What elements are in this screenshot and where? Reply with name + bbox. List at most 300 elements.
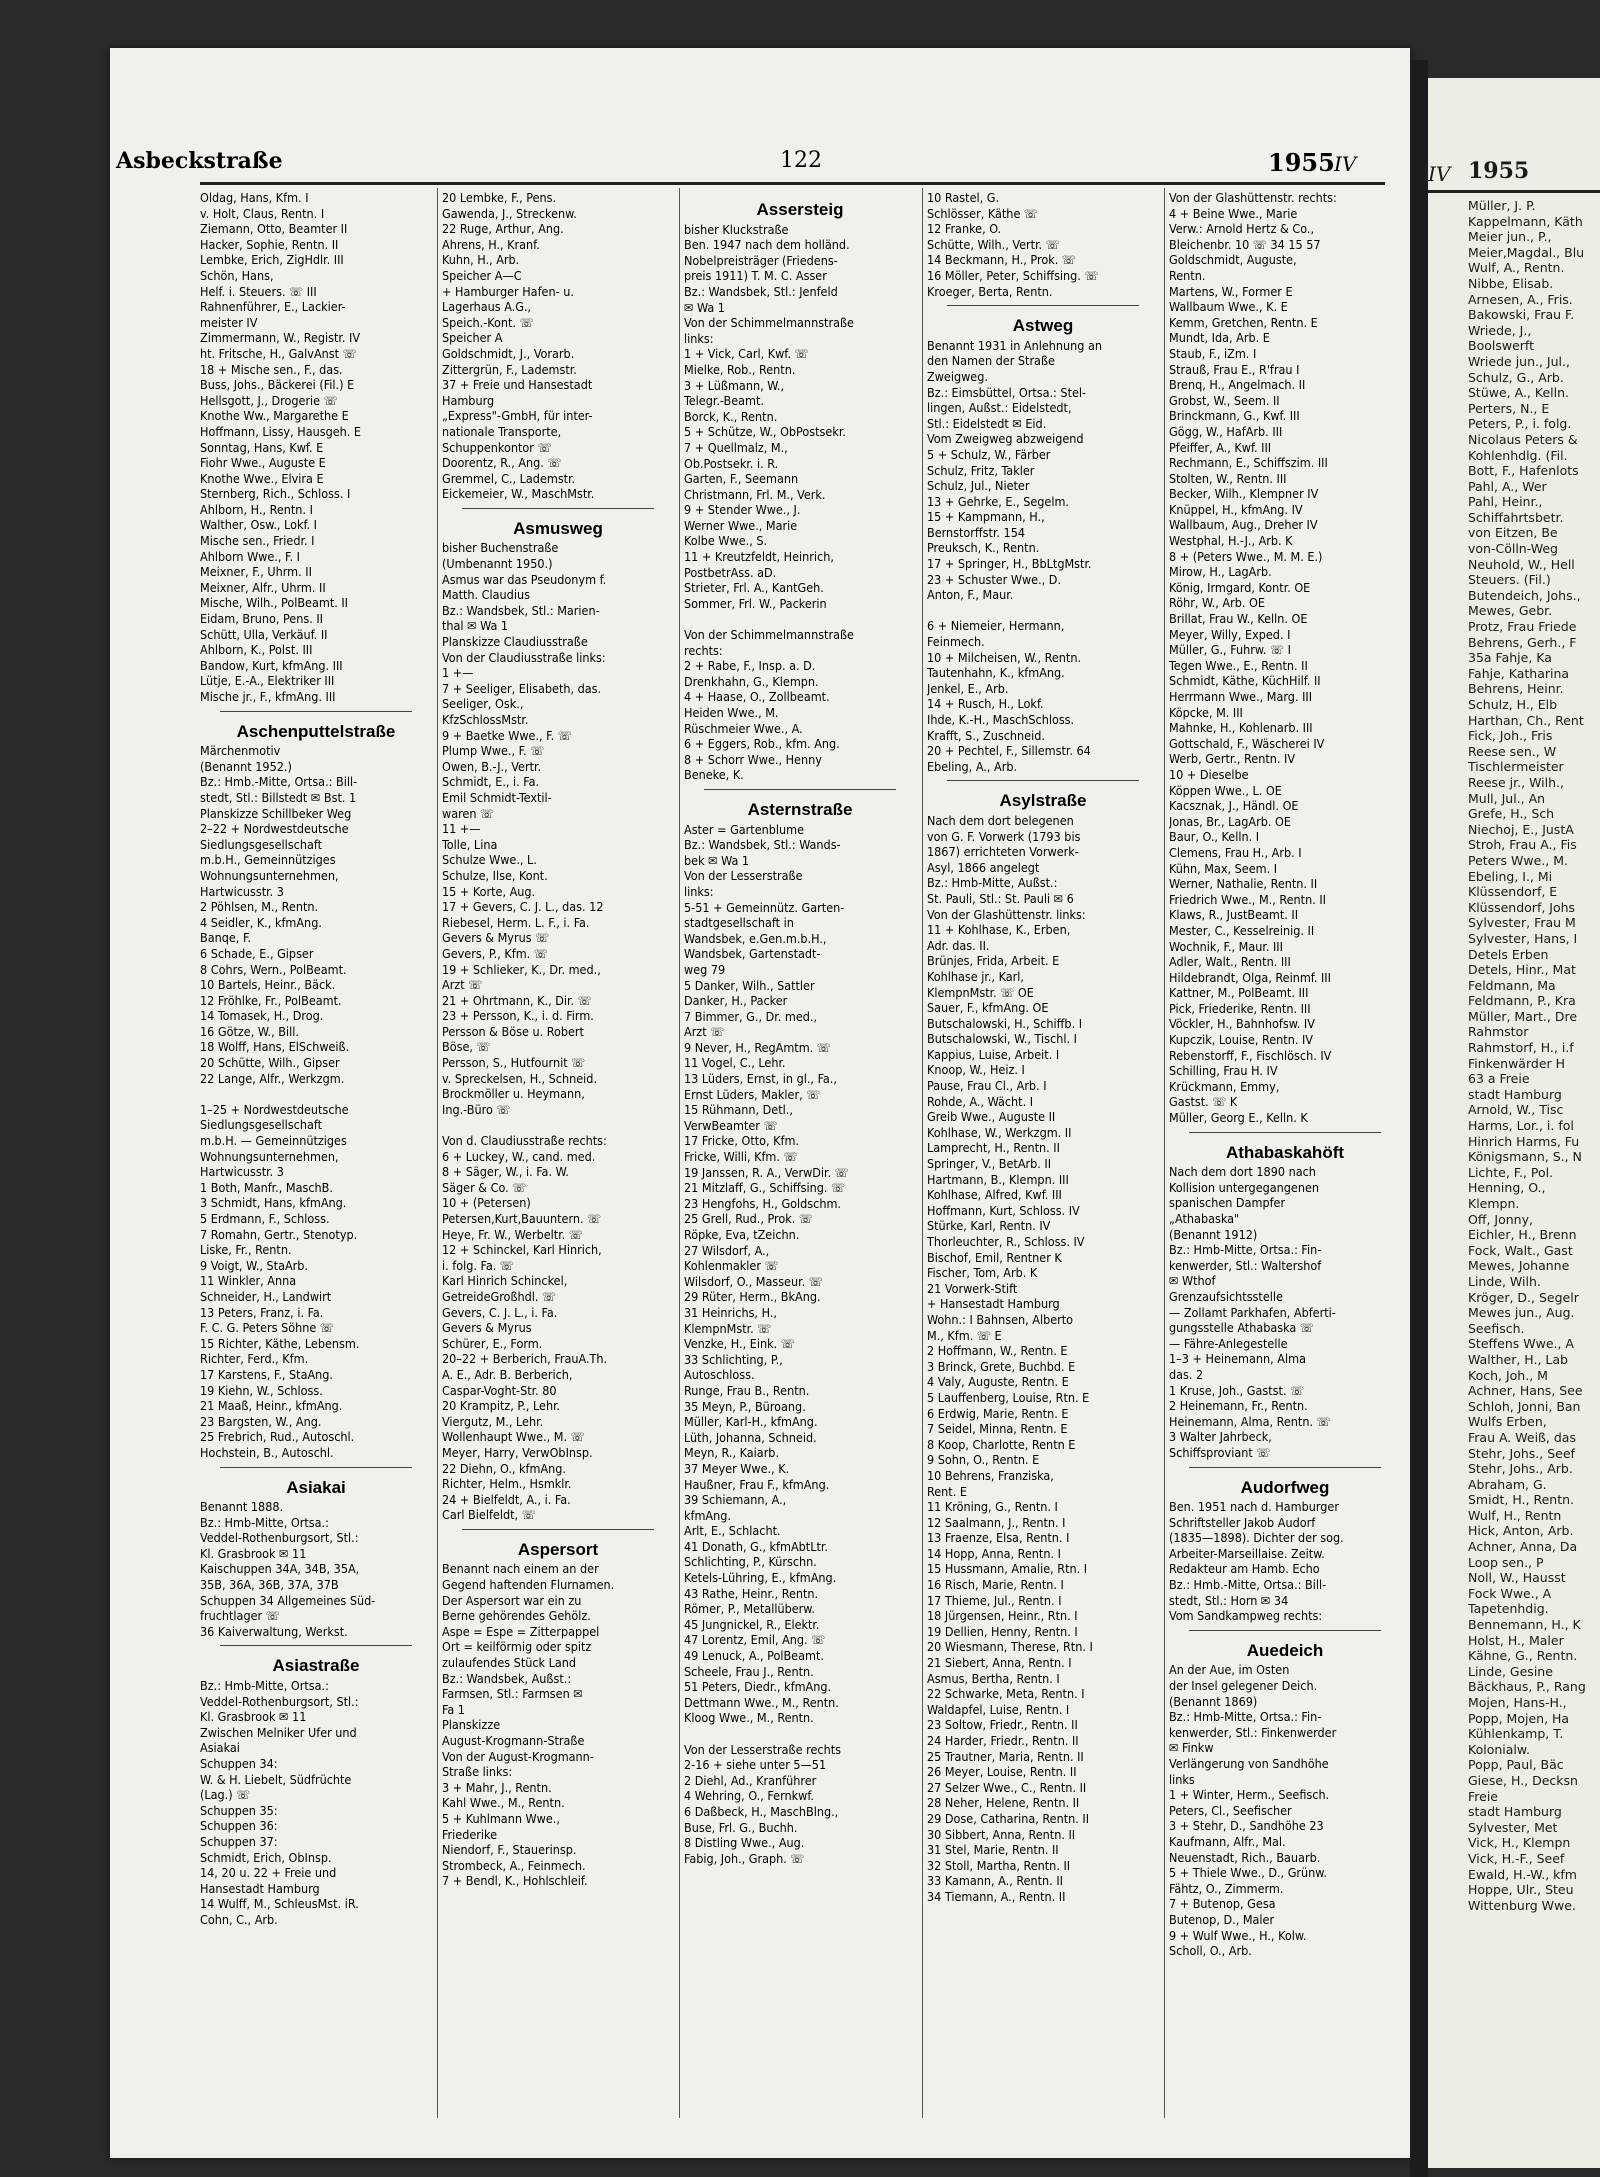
entry-line: Mewes jun., Aug. bbox=[1468, 1305, 1575, 1321]
section-separator bbox=[220, 1467, 412, 1468]
entry-line: Peters Wwe., M. bbox=[1468, 852, 1568, 868]
entry-line: Baur, O., Kelln. I bbox=[1169, 829, 1260, 845]
entry-line: Walther, H., Lab bbox=[1468, 1351, 1568, 1367]
entry-line: 8 Distling Wwe., Aug. bbox=[684, 1835, 805, 1851]
entry-line: Ing.-Büro ☏ bbox=[442, 1101, 511, 1117]
entry-line: Bott, F., Hafenlots bbox=[1468, 463, 1579, 479]
entry-line: Asiakai bbox=[200, 1740, 240, 1756]
entry-line: Von d. Claudiusstraße rechts: bbox=[442, 1133, 607, 1149]
column-2 bbox=[442, 190, 674, 2130]
entry-line: 12 + Schinckel, Karl Hinrich, bbox=[442, 1242, 602, 1258]
entry-line: Runge, Frau B., Rentn. bbox=[684, 1382, 810, 1398]
entry-line: 36 Kaiverwaltung, Werkst. bbox=[200, 1623, 348, 1639]
entry-line: 4 + Beine Wwe., Marie bbox=[1169, 205, 1298, 221]
entry-line: 10 Rastel, G. bbox=[927, 190, 1000, 205]
entry-line: Grenzaufsichtsstelle bbox=[1169, 1288, 1283, 1304]
entry-line: Sonntag, Hans, Kwf. E bbox=[200, 439, 324, 455]
column-5 bbox=[1169, 190, 1401, 2130]
entry-line: bisher Buchenstraße bbox=[442, 540, 559, 556]
strip-rule bbox=[1428, 190, 1600, 193]
entry-line: von Eitzen, Be bbox=[1468, 525, 1558, 541]
entry-line: — Fähre-Anlegestelle bbox=[1169, 1335, 1288, 1351]
entry-line: 43 Rathe, Heinr., Rentn. bbox=[684, 1585, 819, 1601]
entry-line: Fahje, Katharina bbox=[1468, 665, 1570, 681]
entry-line: Neuhold, W., Hell bbox=[1468, 556, 1575, 572]
entry-line: Von der Lesserstraße bbox=[684, 868, 803, 884]
entry-line: Ben. 1947 nach dem holländ. bbox=[684, 237, 850, 253]
entry-line: Frau A. Weiß, das bbox=[1468, 1429, 1576, 1445]
entry-line: 10 + Milcheisen, W., Rentn. bbox=[927, 649, 1082, 665]
entry-line: Märchenmotiv bbox=[200, 743, 281, 759]
entry-line: bisher Kluckstraße bbox=[684, 221, 789, 237]
entry-line: Knothe Ww., Margarethe E bbox=[200, 408, 349, 424]
entry-line: kfmAng. bbox=[684, 1507, 731, 1523]
entry-line: 4 Seidler, K., kfmAng. bbox=[200, 914, 322, 930]
entry-line: Friederike bbox=[442, 1826, 498, 1842]
entry-line: Kohlhase, W., Werkzgm. II bbox=[927, 1124, 1072, 1140]
entry-line: 9 Voigt, W., StaArb. bbox=[200, 1257, 308, 1273]
entry-line: 1 + Winter, Herm., Seefisch. bbox=[1169, 1787, 1330, 1803]
entry-line: Krafft, S., Zuschneid. bbox=[927, 727, 1045, 743]
entry-line: Müller, J. P. bbox=[1468, 198, 1536, 213]
entry-line: Matth. Claudius bbox=[442, 587, 530, 603]
entry-line: Ziemann, Otto, Beamter II bbox=[200, 221, 348, 237]
entry-line: 23 Hengfohs, H., Goldschm. bbox=[684, 1195, 842, 1211]
entry-line: Bz.: Wandsbek, Stl.: Jenfeld bbox=[684, 283, 838, 299]
entry-line: 6 Schade, E., Gipser bbox=[200, 945, 314, 961]
entry-line: 15 + Korte, Aug. bbox=[442, 883, 536, 899]
entry-line: 4 Wehring, O., Fernkwf. bbox=[684, 1788, 814, 1804]
entry-line: Niechoj, E., JustA bbox=[1468, 821, 1574, 837]
entry-line: stadtgesellschaft in bbox=[684, 915, 794, 931]
entry-line: Schuppen 34: bbox=[200, 1756, 278, 1771]
entry-line: Gastst. ☏ K bbox=[1169, 1094, 1238, 1110]
entry-line: Detels Erben bbox=[1468, 946, 1549, 962]
entry-line: Mische sen., Friedr. I bbox=[200, 533, 315, 549]
entry-line: 6 + Eggers, Rob., kfm. Ang. bbox=[684, 736, 840, 752]
entry-line: Butendeich, Johs., bbox=[1468, 587, 1581, 603]
entry-line: Meyer, Willy, Exped. I bbox=[1169, 626, 1291, 642]
entry-line: Stl.: Eidelstedt ✉ Eid. bbox=[927, 415, 1047, 431]
entry-line: Rahmstorf, H., i.f bbox=[1468, 1040, 1574, 1056]
entry-line: Wittenburg Wwe. bbox=[1468, 1897, 1576, 1913]
entry-line: Fiohr Wwe., Auguste E bbox=[200, 455, 326, 471]
entry-line: Hamburg bbox=[442, 392, 495, 408]
entry-line: 35B, 36A, 36B, 37A, 37B bbox=[200, 1577, 339, 1593]
entry-line: Schütte, Wilh., Vertr. ☏ bbox=[927, 236, 1060, 252]
entry-line: Kühn, Max, Seem. I bbox=[1169, 860, 1278, 876]
entry-line: Peters, Cl., Seefischer bbox=[1169, 1802, 1292, 1818]
entry-line: 13 Lüders, Ernst, in gl., Fa., bbox=[684, 1071, 837, 1087]
entry-line: 2 + Rabe, F., Insp. a. D. bbox=[684, 658, 816, 674]
column-divider bbox=[922, 188, 923, 2118]
entry-line: 35 Meyn, P., Büroang. bbox=[684, 1398, 806, 1414]
entry-line: 19 Kiehn, W., Schloss. bbox=[200, 1382, 323, 1398]
entry-line: Müller, G., Fuhrw. ☏ I bbox=[1169, 642, 1291, 658]
entry-line: 7 Romahn, Gertr., Stenotyp. bbox=[200, 1226, 358, 1242]
entry-line: 8 + (Peters Wwe., M. M. E.) bbox=[1169, 548, 1323, 564]
entry-line: 32 Stoll, Martha, Rentn. II bbox=[927, 1857, 1071, 1873]
entry-line: Rent. E bbox=[927, 1483, 967, 1499]
entry-line: links: bbox=[684, 330, 714, 346]
entry-line: Goldschmidt, J., Vorarb. bbox=[442, 345, 575, 361]
entry-line: Kappelmann, Käth bbox=[1468, 213, 1583, 229]
entry-line: Köppen Wwe., L. OE bbox=[1169, 782, 1282, 798]
entry-line: 21 Mitzlaff, G., Schiffsing. ☏ bbox=[684, 1180, 846, 1196]
entry-line: v. Spreckelsen, H., Schneid. bbox=[442, 1070, 598, 1086]
entry-line: Vom Sandkampweg rechts: bbox=[1169, 1608, 1323, 1624]
entry-line: Gevers & Myrus bbox=[442, 1320, 532, 1336]
entry-line: Schmidt, Käthe, KüchHilf. II bbox=[1169, 673, 1321, 689]
entry-line: Bz.: Hmb-Mitte, Ortsa.: Fin- bbox=[1169, 1709, 1322, 1725]
entry-line: zulaufendes Stück Land bbox=[442, 1655, 577, 1671]
entry-line: (Umbenannt 1950.) bbox=[442, 556, 553, 572]
entry-line: Owen, B.-J., Vertr. bbox=[442, 758, 542, 774]
entry-line: ✉ Wa 1 bbox=[684, 299, 725, 315]
entry-line: (Lag.) ☏ bbox=[200, 1787, 251, 1803]
strip-volume: IV bbox=[1428, 162, 1451, 186]
entry-line: 27 Selzer Wwe., C., Rentn. II bbox=[927, 1779, 1087, 1795]
entry-line: 7 Bimmer, G., Dr. med., bbox=[684, 1008, 818, 1024]
entry-line: Oldag, Hans, Kfm. I bbox=[200, 190, 309, 205]
entry-line: Wandsbek, e.Gen.m.b.H., bbox=[684, 930, 827, 946]
entry-line: Bz.: Hmb-Mitte, Ortsa.: bbox=[200, 1514, 329, 1530]
entry-line: 8 Koop, Charlotte, Rentn E bbox=[927, 1436, 1076, 1452]
entry-line: 49 Lenuck, A., PolBeamt. bbox=[684, 1648, 824, 1664]
entry-line: Kahl Wwe., M., Rentn. bbox=[442, 1795, 565, 1811]
entry-line: Von der Claudiusstraße links: bbox=[442, 649, 606, 665]
entry-line: Vick, H., Klempn bbox=[1468, 1835, 1571, 1851]
entry-line: Meixner, Alfr., Uhrm. II bbox=[200, 579, 326, 595]
entry-line: 1 + Vick, Carl, Kwf. ☏ bbox=[684, 346, 809, 362]
section-separator bbox=[220, 711, 412, 712]
entry-line: Gevers, C. J. L., i. Fa. bbox=[442, 1304, 558, 1320]
entry-line: Von der Lesserstraße rechts bbox=[684, 1741, 841, 1757]
entry-line: Zimmermann, W., Registr. IV bbox=[200, 330, 361, 346]
entry-line: Liske, Fr., Rentn. bbox=[200, 1242, 292, 1258]
entry-line: 2-16 + siehe unter 5—51 bbox=[684, 1757, 827, 1773]
entry-line: Ahlborn, H., Rentn. I bbox=[200, 501, 313, 517]
entry-line: Sauer, F., kfmAng. OE bbox=[927, 1000, 1049, 1016]
entry-line: 20–22 + Berberich, FrauA.Th. bbox=[442, 1351, 608, 1367]
entry-line bbox=[927, 603, 1159, 619]
entry-line: Gremmel, C., Lademstr. bbox=[442, 470, 576, 486]
entry-line: Wohnungsunternehmen, bbox=[200, 1148, 339, 1164]
entry-line: Redakteur am Hamb. Echo bbox=[1169, 1561, 1320, 1577]
entry-line: 6 + Niemeier, Hermann, bbox=[927, 618, 1065, 634]
entry-line: fruchtlager ☏ bbox=[200, 1608, 280, 1624]
entry-line: 9 + Stender Wwe., J. bbox=[684, 502, 801, 518]
entry-line: links: bbox=[684, 883, 714, 899]
entry-line: Eickemeier, W., MaschMstr. bbox=[442, 486, 595, 502]
section-separator bbox=[1189, 1467, 1381, 1468]
entry-line: 13 Peters, Franz, i. Fa. bbox=[200, 1304, 324, 1320]
entry-line: 20 Schütte, Wilh., Gipser bbox=[200, 1055, 340, 1071]
entry-line: Rahnenführer, E., Lackier- bbox=[200, 299, 346, 315]
entry-line: Von der Schimmelmannstraße bbox=[684, 315, 854, 331]
entry-line: Hansestadt Hamburg bbox=[200, 1880, 320, 1896]
column-divider bbox=[437, 188, 438, 2118]
entry-line: Lamprecht, H., Rentn. II bbox=[927, 1140, 1060, 1156]
entry-line: Bz.: Eimsbüttel, Ortsa.: Stel- bbox=[927, 384, 1087, 400]
entry-line: kenwerder, Stl.: Waltershof bbox=[1169, 1257, 1322, 1273]
entry-line: Wriede, J., bbox=[1468, 322, 1532, 338]
entry-line: Reese sen., W bbox=[1468, 743, 1557, 759]
entry-line: Rahmstor bbox=[1468, 1024, 1529, 1040]
entry-line: Nach dem dort belegenen bbox=[927, 812, 1074, 828]
entry-line: Hartwicusstr. 3 bbox=[200, 883, 284, 899]
entry-line: Butschalowski, W., Tischl. I bbox=[927, 1031, 1077, 1047]
entry-line: Tolle, Lina bbox=[442, 836, 498, 852]
entry-line: Arzt ☏ bbox=[442, 977, 483, 993]
entry-line: 41 Donath, G., kfmAbtLtr. bbox=[684, 1538, 828, 1554]
entry-line: Lichte, F., Pol. bbox=[1468, 1164, 1554, 1180]
entry-line: Ahlborn Wwe., F. I bbox=[200, 548, 300, 564]
entry-line: Kloog Wwe., M., Rentn. bbox=[684, 1710, 814, 1726]
entry-line: Wallbaum Wwe., K. E bbox=[1169, 299, 1288, 315]
entry-line: Giese, H., Decksn bbox=[1468, 1772, 1578, 1788]
entry-line: Ernst Lüders, Makler, ☏ bbox=[684, 1086, 821, 1102]
entry-line: Grobst, W., Seem. II bbox=[1169, 392, 1280, 408]
entry-line: Bz.: Hmb-Mitte, Ortsa.: bbox=[200, 1678, 329, 1694]
entry-line: Schulze, Ilse, Kont. bbox=[442, 867, 548, 883]
entry-line: Kohlenhdlg. (Fil. bbox=[1468, 447, 1568, 463]
entry-line: Arbeiter-Marseillaise. Zeitw. bbox=[1169, 1545, 1325, 1561]
entry-line: Siedlungsgesellschaft bbox=[200, 836, 323, 852]
entry-line: Strombeck, A., Feinmech. bbox=[442, 1857, 586, 1873]
header-rule bbox=[200, 182, 1385, 185]
entry-line: Westphal, H.-J., Arb. K bbox=[1169, 533, 1293, 549]
entry-line: 16 Götze, W., Bill. bbox=[200, 1023, 299, 1039]
entry-line: Loop sen., P bbox=[1468, 1554, 1544, 1570]
entry-line: Heinemann, Alma, Rentn. ☏ bbox=[1169, 1413, 1331, 1429]
entry-line: Bernstorffstr. 154 bbox=[927, 524, 1026, 540]
entry-line: Holst, H., Maler bbox=[1468, 1632, 1564, 1648]
entry-line: Berne gehörendes Gehölz. bbox=[442, 1608, 591, 1624]
entry-line: Nach dem dort 1890 nach bbox=[1169, 1164, 1316, 1180]
entry-line: Rebenstorff, F., Fischlösch. IV bbox=[1169, 1047, 1332, 1063]
entry-line: Mirow, H., LagArb. bbox=[1169, 564, 1272, 580]
entry-line: 8 + Schorr Wwe., Henny bbox=[684, 751, 822, 767]
entry-line: Ebeling, I., Mi bbox=[1468, 868, 1553, 884]
entry-line: Herrmann Wwe., Marg. III bbox=[1169, 689, 1313, 704]
entry-line: Smidt, H., Rentn. bbox=[1468, 1492, 1574, 1508]
entry-line: m.b.H., Gemeinnütziges bbox=[200, 852, 336, 868]
entry-line: 20 Wiesmann, Therese, Rtn. I bbox=[927, 1639, 1093, 1655]
entry-line: Finkenwärder H bbox=[1468, 1055, 1566, 1071]
entry-line: König, Irmgard, Kontr. OE bbox=[1169, 579, 1311, 595]
entry-line: Rentn. bbox=[1169, 267, 1206, 283]
entry-line: 1 Kruse, Joh., Gastst. ☏ bbox=[1169, 1382, 1305, 1398]
entry-line: Bz.: Hmb.-Mitte, Ortsa.: Bill- bbox=[1169, 1577, 1327, 1593]
strip-column bbox=[1468, 198, 1600, 1913]
entry-line: Mojen, Hans-H., bbox=[1468, 1695, 1567, 1710]
entry-line: 19 + Schlieker, K., Dr. med., bbox=[442, 961, 601, 977]
entry-line bbox=[684, 611, 916, 627]
entry-line: Vöckler, H., Bahnhofsw. IV bbox=[1169, 1016, 1315, 1032]
entry-line: Koch, Joh., M bbox=[1468, 1367, 1548, 1383]
entry-line: Schmidt, Erich, ObInsp. bbox=[200, 1849, 332, 1865]
entry-line: 30 Sibbert, Anna, Rentn. II bbox=[927, 1826, 1076, 1842]
entry-line: Linde, Wilh. bbox=[1468, 1273, 1541, 1289]
entry-line: Lütje, E.-A., Elektriker III bbox=[200, 673, 335, 689]
entry-line: Arnold, W., Tisc bbox=[1468, 1102, 1564, 1118]
entry-line: 11 Kröning, G., Rentn. I bbox=[927, 1499, 1058, 1515]
entry-line: (Benannt 1869) bbox=[1169, 1693, 1258, 1709]
entry-line: 29 Rüter, Herm., BkAng. bbox=[684, 1289, 821, 1305]
entry-line: Straße links: bbox=[442, 1764, 513, 1780]
entry-line: Wohn.: I Bahnsen, Alberto bbox=[927, 1311, 1074, 1327]
entry-line: Adler, Walt., Rentn. III bbox=[1169, 954, 1291, 970]
entry-line: Kacsznak, J., Händl. OE bbox=[1169, 798, 1299, 814]
entry-line: + Hansestadt Hamburg bbox=[927, 1296, 1060, 1312]
entry-line: 7 + Seeliger, Elisabeth, das. bbox=[442, 680, 602, 696]
entry-line: Kl. Grasbrook ✉ 11 bbox=[200, 1545, 307, 1561]
entry-line: Stüwe, A., Kelln. bbox=[1468, 385, 1569, 401]
entry-line: Schütt, Ulla, Verkäuf. II bbox=[200, 626, 328, 642]
volume: IV bbox=[1334, 152, 1357, 176]
entry-line: Knothe Wwe., Elvira E bbox=[200, 470, 324, 486]
entry-line: Nicolaus Peters & bbox=[1468, 431, 1578, 447]
entry-line: Scholl, O., Arb. bbox=[1169, 1943, 1252, 1959]
entry-line: 6 Erdwig, Marie, Rentn. E bbox=[927, 1405, 1069, 1421]
entry-line: Hoffmann, Kurt, Schloss. IV bbox=[927, 1202, 1080, 1218]
entry-line: 5-51 + Gemeinnütz. Garten- bbox=[684, 899, 845, 915]
entry-line: Strieter, Frl. A., KantGeh. bbox=[684, 580, 824, 596]
entry-line: M., Kfm. ☏ E bbox=[927, 1327, 1002, 1343]
entry-line: KlempnMstr. ☏ OE bbox=[927, 984, 1034, 1000]
entry-line: 17 + Gevers, C. J. L., das. 12 bbox=[442, 899, 604, 915]
entry-line: 1–3 + Heinemann, Alma bbox=[1169, 1351, 1306, 1367]
street-heading: Aschenputtelstraße bbox=[236, 721, 396, 741]
entry-line: 9 Sohn, O., Rentn. E bbox=[927, 1452, 1040, 1468]
entry-line: Tautenhahn, K., kfmAng. bbox=[927, 665, 1065, 681]
entry-line: Schulz, Jul., Nieter bbox=[927, 478, 1030, 494]
entry-line: Becker, Wilh., Klempner IV bbox=[1169, 486, 1319, 502]
entry-line: Neuenstadt, Rich., Bauarb. bbox=[1169, 1849, 1321, 1865]
entry-line: 51 Peters, Diedr., kfmAng. bbox=[684, 1679, 832, 1695]
entry-line: Bleichenbr. 10 ☏ 34 15 57 bbox=[1169, 236, 1321, 252]
entry-line: Bz.: Hmb.-Mitte, Ortsa.: Bill- bbox=[200, 774, 358, 790]
entry-line: Röpke, Eva, tZeichn. bbox=[684, 1227, 800, 1242]
entry-line: Sylvester, Frau M bbox=[1468, 915, 1576, 931]
entry-line: 11 +— bbox=[442, 821, 481, 837]
entry-line: Harms, Lor., i. fol bbox=[1468, 1118, 1574, 1134]
entry-line: Asyl, 1866 angelegt bbox=[927, 859, 1040, 875]
entry-line: von G. F. Vorwerk (1793 bis bbox=[927, 828, 1081, 844]
entry-line: 7 Seidel, Minna, Rentn. E bbox=[927, 1421, 1068, 1437]
entry-line: Stehr, Johs., Arb. bbox=[1468, 1461, 1573, 1477]
entry-line: Speicher A bbox=[442, 330, 503, 346]
street-heading: Assersteig bbox=[756, 200, 844, 219]
entry-line: 5 + Thiele Wwe., D., Grünw. bbox=[1169, 1865, 1327, 1881]
entry-line: Behrens, Gerh., F bbox=[1468, 634, 1577, 650]
entry-line: Butschalowski, H., Schiffb. I bbox=[927, 1015, 1083, 1031]
street-heading: Asiakai bbox=[286, 1477, 346, 1497]
entry-line: 35a Fahje, Ka bbox=[1468, 650, 1552, 666]
entry-line: Persson & Böse u. Robert bbox=[442, 1023, 584, 1039]
entry-line: 33 Schlichting, P., bbox=[684, 1351, 783, 1367]
entry-line: Garten, F., Seemann bbox=[684, 471, 799, 487]
entry-line: 19 Dellien, Henny, Rentn. I bbox=[927, 1623, 1078, 1639]
entry-line: Achner, Anna, Da bbox=[1468, 1539, 1578, 1555]
entry-line: 6 Daßbeck, H., MaschBlng., bbox=[684, 1803, 839, 1819]
entry-line: Bandow, Kurt, kfmAng. III bbox=[200, 657, 343, 673]
entry-line: Springer, V., BetArb. II bbox=[927, 1156, 1052, 1172]
entry-line: Schürer, E., Form. bbox=[442, 1335, 543, 1351]
entry-line: Borck, K., Rentn. bbox=[684, 408, 778, 424]
entry-line: 20 Krampitz, P., Lehr. bbox=[442, 1398, 561, 1414]
entry-line: 21 Siebert, Anna, Rentn. I bbox=[927, 1655, 1072, 1671]
entry-line: Wriede jun., Jul., bbox=[1468, 353, 1570, 369]
entry-line: Fabig, Joh., Graph. ☏ bbox=[684, 1850, 805, 1866]
entry-line: 17 Karstens, F., StaAng. bbox=[200, 1366, 334, 1382]
entry-line: Walther, Osw., Lokf. I bbox=[200, 517, 317, 533]
entry-line: 28 Neher, Helene, Rentn. II bbox=[927, 1795, 1080, 1811]
entry-line: 14 Wulff, M., SchleusMst. iR. bbox=[200, 1896, 359, 1912]
entry-line: Von der Glashüttenstr. rechts: bbox=[1169, 190, 1337, 205]
entry-line: 1 Both, Manfr., MaschB. bbox=[200, 1179, 333, 1195]
entry-line: Säger & Co. ☏ bbox=[442, 1179, 527, 1195]
entry-line: 4 Valy, Auguste, Rentn. E bbox=[927, 1374, 1069, 1390]
entry-line: Asmus war das Pseudonym f. bbox=[442, 571, 607, 587]
entry-line: Venzke, H., Eink. ☏ bbox=[684, 1336, 795, 1352]
entry-line: Hoppe, Ulr., Steu bbox=[1468, 1882, 1574, 1898]
entry-line: 2–22 + Nordwestdeutsche bbox=[200, 821, 349, 837]
entry-line: Speich.-Kont. ☏ bbox=[442, 314, 534, 330]
entry-line: bek ✉ Wa 1 bbox=[684, 852, 750, 868]
entry-line: Stroh, Frau A., Fis bbox=[1468, 837, 1577, 853]
entry-line: Pause, Frau Cl., Arb. I bbox=[927, 1078, 1047, 1094]
entry-line: Klaws, R., JustBeamt. II bbox=[1169, 907, 1299, 923]
entry-line: 15 + Kampmann, H., bbox=[927, 509, 1045, 525]
entry-line: Knüppel, H., kfmAng. IV bbox=[1169, 501, 1303, 517]
entry-line: Stehr, Johs., Seef bbox=[1468, 1445, 1575, 1461]
entry-line: thal ✉ Wa 1 bbox=[442, 618, 509, 634]
entry-line: 14 Beckmann, H., Prok. ☏ bbox=[927, 252, 1076, 268]
entry-line: Werb, Gertr., Rentn. IV bbox=[1169, 751, 1296, 767]
entry-line: Mielke, Rob., Rentn. bbox=[684, 361, 796, 377]
entry-line: Kaufmann, Alfr., Mal. bbox=[1169, 1833, 1286, 1849]
street-heading: Asylstraße bbox=[999, 791, 1087, 811]
section-separator bbox=[947, 780, 1139, 781]
section-separator bbox=[1189, 1132, 1381, 1133]
entry-line: Siedlungsgesellschaft bbox=[200, 1117, 323, 1133]
entry-line: GetreideGroßhdl. ☏ bbox=[442, 1288, 557, 1304]
entry-line: 31 Stel, Marie, Rentn. II bbox=[927, 1842, 1059, 1858]
entry-line: Fock Wwe., A bbox=[1468, 1585, 1552, 1601]
entry-line: 31 Heinrichs, H., bbox=[684, 1304, 777, 1320]
entry-line: Petersen,Kurt,Bauuntern. ☏ bbox=[442, 1211, 602, 1226]
entry-line: Schlösser, Käthe ☏ bbox=[927, 205, 1038, 221]
entry-line: Wochnik, F., Maur. III bbox=[1169, 938, 1283, 954]
street-heading: Aspersort bbox=[517, 1539, 599, 1559]
entry-line: Carl Bielfeldt, ☏ bbox=[442, 1507, 536, 1523]
entry-line: Noll, W., Hausst bbox=[1468, 1570, 1566, 1586]
section-separator bbox=[947, 305, 1139, 306]
entry-line: Kolonialw. bbox=[1468, 1741, 1530, 1757]
entry-line: Grefe, H., Sch bbox=[1468, 806, 1555, 822]
entry-line: 22 Ruge, Arthur, Ang. bbox=[442, 221, 564, 237]
entry-line: stadt Hamburg bbox=[1468, 1086, 1562, 1102]
column-4 bbox=[927, 190, 1159, 2130]
entry-line: 10 Behrens, Franziska, bbox=[927, 1467, 1054, 1483]
entry-line: 47 Lorentz, Emil, Ang. ☏ bbox=[684, 1632, 826, 1648]
entry-line: Kollision untergegangenen bbox=[1169, 1179, 1320, 1195]
entry-line: Persson, S., Hutfournit ☏ bbox=[442, 1055, 586, 1071]
entry-line: Drenkhahn, G., Klempn. bbox=[684, 673, 819, 689]
entry-line: Ewald, H.-W., kfm bbox=[1468, 1866, 1577, 1882]
